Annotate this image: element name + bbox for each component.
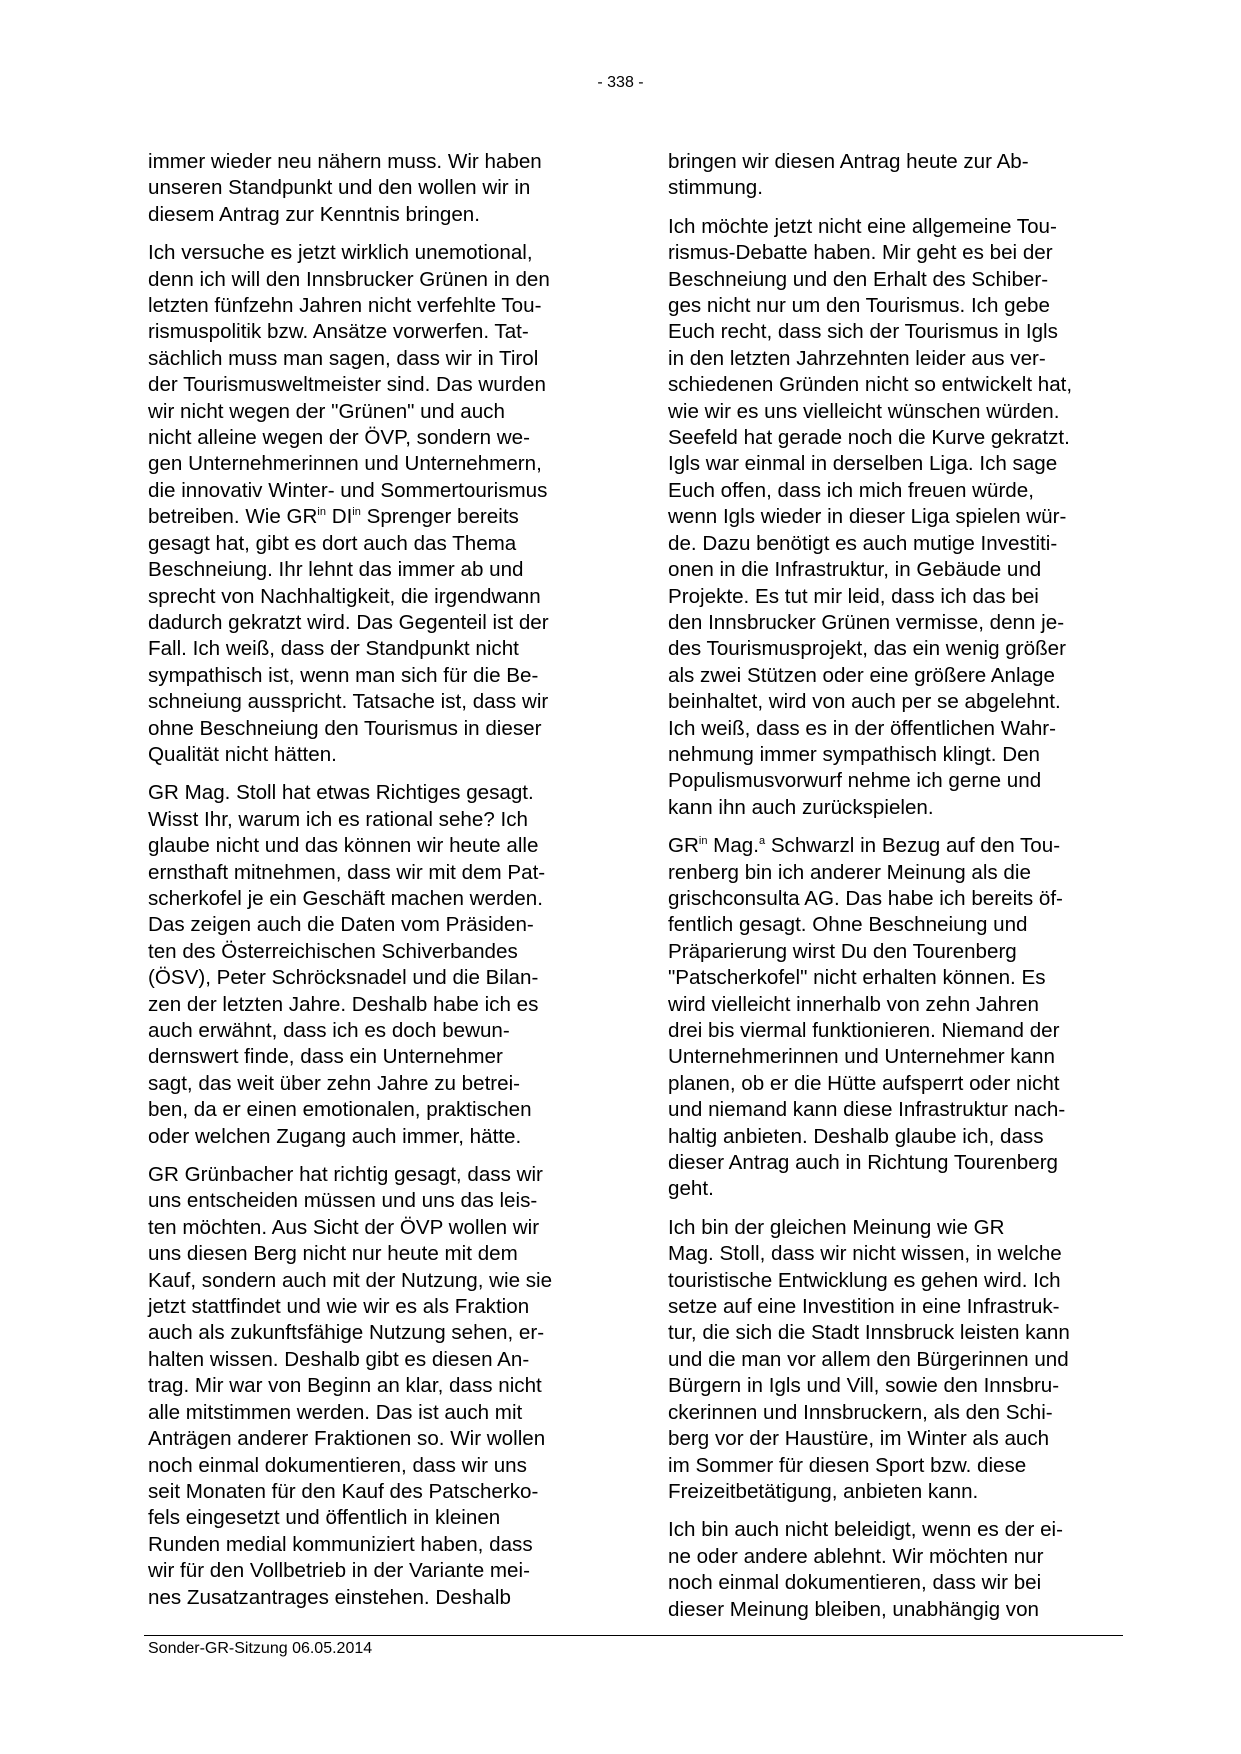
- text-line: Projekte. Es tut mir leid, dass ich das bei: [668, 584, 1039, 608]
- text-line: der Tourismusweltmeister sind. Das wurden: [148, 373, 546, 397]
- text-line: oder welchen Zugang auch immer, hätte.: [148, 1124, 522, 1148]
- text-line: wie wir es uns vielleicht wünschen würden.: [668, 399, 1060, 423]
- text-line: ne oder andere ablehnt. Wir möchten nur: [668, 1544, 1044, 1568]
- text-line: Euch recht, dass sich der Tourismus in Igls: [668, 320, 1058, 344]
- text-line: drei bis viermal funktionieren. Niemand der: [668, 1019, 1060, 1042]
- text-line: nes Zusatzantrages einstehen. Deshalb: [148, 1585, 511, 1609]
- text-line: dadurch gekratzt wird. Das Gegenteil ist der: [148, 610, 549, 634]
- text-line: geht.: [668, 1177, 714, 1201]
- text-line: (ÖSV), Peter Schröcksnadel und die Bilan-: [148, 966, 539, 990]
- paragraph: [148, 1162, 600, 1611]
- text-line: nicht alleine wegen der ÖVP, sondern we-: [148, 426, 530, 450]
- text-line: und die man vor allem den Bürgerinnen und: [668, 1347, 1069, 1371]
- text-line: denn ich will den Innsbrucker Grünen in den: [148, 267, 550, 291]
- text-line: Anträgen anderer Fraktionen so. Wir wollen: [148, 1427, 546, 1451]
- text-line: ohne Beschneiung den Tourismus in dieser: [148, 716, 542, 740]
- text-line: trag. Mir war von Beginn an klar, dass nicht: [148, 1374, 542, 1398]
- text-line: als zwei Stützen oder eine größere Anlage: [668, 663, 1055, 687]
- text-line: rismuspolitik bzw. Ansätze vorwerfen. Tat-: [148, 320, 529, 344]
- text-line: Unternehmerinnen und Unternehmer kann: [668, 1045, 1055, 1069]
- text-line: jetzt stattfindet und wie wir es als Fraktion: [148, 1295, 530, 1319]
- text-line: betreiben. Wie $GR^{in}$ $DI^{in}$ Sprenger bereits: [148, 505, 519, 529]
- paragraph: [668, 149, 1120, 202]
- text-line: gesagt hat, gibt es dort auch das Thema: [148, 531, 517, 555]
- page-number: - 338 -: [597, 74, 644, 91]
- text-line: Kauf, sondern auch mit der Nutzung, wie sie: [148, 1268, 553, 1292]
- text-line: Beschneiung. Ihr lehnt das immer ab und: [148, 558, 524, 582]
- text-line: sächlich muss man sagen, dass wir in Tirol: [148, 346, 539, 370]
- text-line: alle mitstimmen werden. Das ist auch mit: [148, 1400, 523, 1424]
- text-line: wenn Igls wieder in dieser Liga spielen wür-: [668, 505, 1067, 529]
- text-line: auch als zukunftsfähige Nutzung sehen, er-: [148, 1321, 545, 1345]
- text-line: ges nicht nur um den Tourismus. Ich gebe: [668, 294, 1050, 318]
- text-line: glaube nicht und das können wir heute alle: [148, 834, 539, 858]
- text-line: Fall. Ich weiß, dass der Standpunkt nicht: [148, 637, 519, 661]
- text-line: und niemand kann diese Infrastruktur nach-: [668, 1098, 1066, 1122]
- text-line: seit Monaten für den Kauf des Patscherko-: [148, 1479, 539, 1503]
- text-line: dieser Meinung bleiben, unabhängig von: [668, 1597, 1039, 1621]
- text-line: Bürgern in Igls und Vill, sowie den Innsbru-: [668, 1374, 1060, 1398]
- text-line: noch einmal dokumentieren, dass wir bei: [668, 1571, 1042, 1595]
- text-line: Euch offen, dass ich mich freuen würde,: [668, 478, 1034, 502]
- text-line: Beschneiung und den Erhalt des Schiber-: [668, 267, 1049, 291]
- text-line: sagt, das weit über zehn Jahre zu betrei-: [148, 1071, 521, 1095]
- text-line: Igls war einmal in derselben Liga. Ich sage: [668, 452, 1058, 476]
- text-line: GR Mag. Stoll hat etwas Richtiges gesagt.: [148, 781, 534, 805]
- text-line: Ich weiß, dass es in der öffentlichen Wahr-: [668, 716, 1057, 740]
- text-line: ten möchten. Aus Sicht der ÖVP wollen wir: [148, 1215, 540, 1239]
- text-line: sprecht von Nachhaltigkeit, die irgendwann: [148, 584, 541, 608]
- text-line: letzten fünfzehn Jahren nicht verfehlte Tou-: [148, 294, 542, 318]
- text-line: die innovativ Winter- und Sommertourismus: [148, 478, 548, 502]
- text-line: zen der letzten Jahre. Deshalb habe ich es: [148, 992, 539, 1016]
- text-line: Ich möchte jetzt nicht eine allgemeine Tou-: [668, 214, 1057, 238]
- text-line: tur, die sich die Stadt Innsbruck leisten kann: [668, 1321, 1070, 1345]
- text-line: ten des Österreichischen Schiverbandes: [148, 939, 518, 963]
- text-line: touristische Entwicklung es gehen wird. Ich: [668, 1268, 1061, 1292]
- text-line: dernswert finde, dass ein Unternehmer: [148, 1045, 503, 1069]
- text-line: sympathisch ist, wenn man sich für die Be-: [148, 663, 539, 687]
- text-line: de. Dazu benötigt es auch mutige Investiti-: [668, 531, 1058, 555]
- footer-divider: [144, 1635, 1123, 1636]
- paragraph: [668, 1517, 1120, 1623]
- text-line: halten wissen. Deshalb gibt es diesen An-: [148, 1347, 530, 1371]
- paragraph: [668, 1215, 1120, 1505]
- text-line: scherkofel je ein Geschäft machen werden.: [148, 886, 543, 910]
- text-line: ernsthaft mitnehmen, dass wir mit dem Pat-: [148, 860, 546, 884]
- text-line: des Tourismusprojekt, das ein wenig größer: [668, 637, 1066, 661]
- text-line: "Patscherkofel" nicht erhalten können. Es: [668, 966, 1046, 990]
- text-line: diesem Antrag zur Kenntnis bringen.: [148, 202, 480, 226]
- text-line: fentlich gesagt. Ohne Beschneiung und: [668, 913, 1028, 937]
- text-line: stimmung.: [668, 176, 763, 200]
- text-line: ben, da er einen emotionalen, praktischen: [148, 1098, 532, 1122]
- text-line: wir für den Vollbetrieb in der Variante mei-: [148, 1559, 530, 1583]
- text-line: grischconsulta AG. Das habe ich bereits öf-: [668, 886, 1063, 910]
- text-line: Ich bin auch nicht beleidigt, wenn es der ei-: [668, 1518, 1063, 1542]
- paragraph-lines: [148, 531, 600, 769]
- text-line: auch erwähnt, dass ich es doch bewun-: [148, 1019, 510, 1042]
- paragraph: [148, 149, 600, 228]
- text-line: ckerinnen und Innsbruckern, als den Schi-: [668, 1400, 1053, 1424]
- text-line: noch einmal dokumentieren, dass wir uns: [148, 1453, 527, 1477]
- text-line: renberg bin ich anderer Meinung als die: [668, 860, 1031, 884]
- text-line: Runden medial kommuniziert haben, dass: [148, 1532, 533, 1556]
- paragraph: [668, 214, 1120, 821]
- text-line: dieser Antrag auch in Richtung Tourenberg: [668, 1151, 1059, 1175]
- text-line: schiedenen Gründen nicht so entwickelt hat,: [668, 373, 1073, 397]
- text-line: setze auf eine Investition in eine Infrastruk-: [668, 1295, 1060, 1319]
- text-line: gen Unternehmerinnen und Unternehmern,: [148, 452, 542, 476]
- text-line: berg vor der Haustüre, im Winter als auch: [668, 1427, 1050, 1451]
- paragraph: [148, 240, 600, 768]
- paragraph: [668, 833, 1120, 1203]
- text-line: Das zeigen auch die Daten vom Präsiden-: [148, 913, 534, 937]
- right-column: [668, 149, 1120, 1635]
- paragraph: [148, 780, 600, 1150]
- text-line: Präparierung wirst Du den Tourenberg: [668, 939, 1017, 963]
- left-column: [148, 149, 600, 1623]
- text-line: $GR^{in}$ Mag.$^a$ Schwarzl in Bezug auf den Tou-: [668, 834, 1061, 858]
- text-line: wir nicht wegen der "Grünen" und auch: [148, 399, 505, 423]
- text-line: wird vielleicht innerhalb von zehn Jahren: [668, 992, 1039, 1016]
- text-line: bringen wir diesen Antrag heute zur Ab-: [668, 150, 1029, 173]
- text-line: planen, ob er die Hütte aufsperrt oder nicht: [668, 1071, 1060, 1095]
- text-line: fels eingesetzt und öffentlich in kleinen: [148, 1506, 501, 1530]
- text-line: Freizeitbetätigung, anbieten kann.: [668, 1479, 979, 1503]
- text-line: Qualität nicht hätten.: [148, 742, 337, 766]
- text-line: onen in die Infrastruktur, in Gebäude und: [668, 558, 1042, 582]
- text-line: rismus-Debatte haben. Mir geht es bei der: [668, 241, 1053, 265]
- text-line: Mag. Stoll, dass wir nicht wissen, in welche: [668, 1242, 1062, 1266]
- text-line: GR Grünbacher hat richtig gesagt, dass wir: [148, 1163, 543, 1187]
- text-line: beinhaltet, wird von auch per se abgelehnt.: [668, 690, 1061, 714]
- footer-session-label: Sonder-GR-Sitzung 06.05.2014: [148, 1640, 373, 1657]
- text-line: unseren Standpunkt und den wollen wir in: [148, 176, 531, 200]
- text-line: uns diesen Berg nicht nur heute mit dem: [148, 1242, 518, 1266]
- text-line: kann ihn auch zurückspielen.: [668, 795, 934, 819]
- text-line: Seefeld hat gerade noch die Kurve gekratzt.: [668, 426, 1070, 450]
- text-line: schneiung ausspricht. Tatsache ist, dass wir: [148, 690, 549, 714]
- text-line: haltig anbieten. Deshalb glaube ich, dass: [668, 1124, 1044, 1148]
- paragraph-lines: [148, 240, 600, 504]
- text-line: Ich bin der gleichen Meinung wie GR: [668, 1215, 1005, 1239]
- text-line: Wisst Ihr, warum ich es rational sehe? Ich: [148, 807, 528, 831]
- text-line: Populismusvorwurf nehme ich gerne und: [668, 769, 1042, 793]
- text-line: immer wieder neu nähern muss. Wir haben: [148, 150, 542, 173]
- paragraph-lines: [668, 860, 1120, 1203]
- text-line: in den letzten Jahrzehnten leider aus ver-: [668, 346, 1046, 370]
- text-line: uns entscheiden müssen und uns das leis-: [148, 1189, 538, 1213]
- text-line: im Sommer für diesen Sport bzw. diese: [668, 1453, 1027, 1477]
- text-line: Ich versuche es jetzt wirklich unemotional,: [148, 241, 533, 265]
- text-line: nehmung immer sympathisch klingt. Den: [668, 742, 1040, 766]
- text-line: den Innsbrucker Grünen vermisse, denn je-: [668, 610, 1065, 634]
